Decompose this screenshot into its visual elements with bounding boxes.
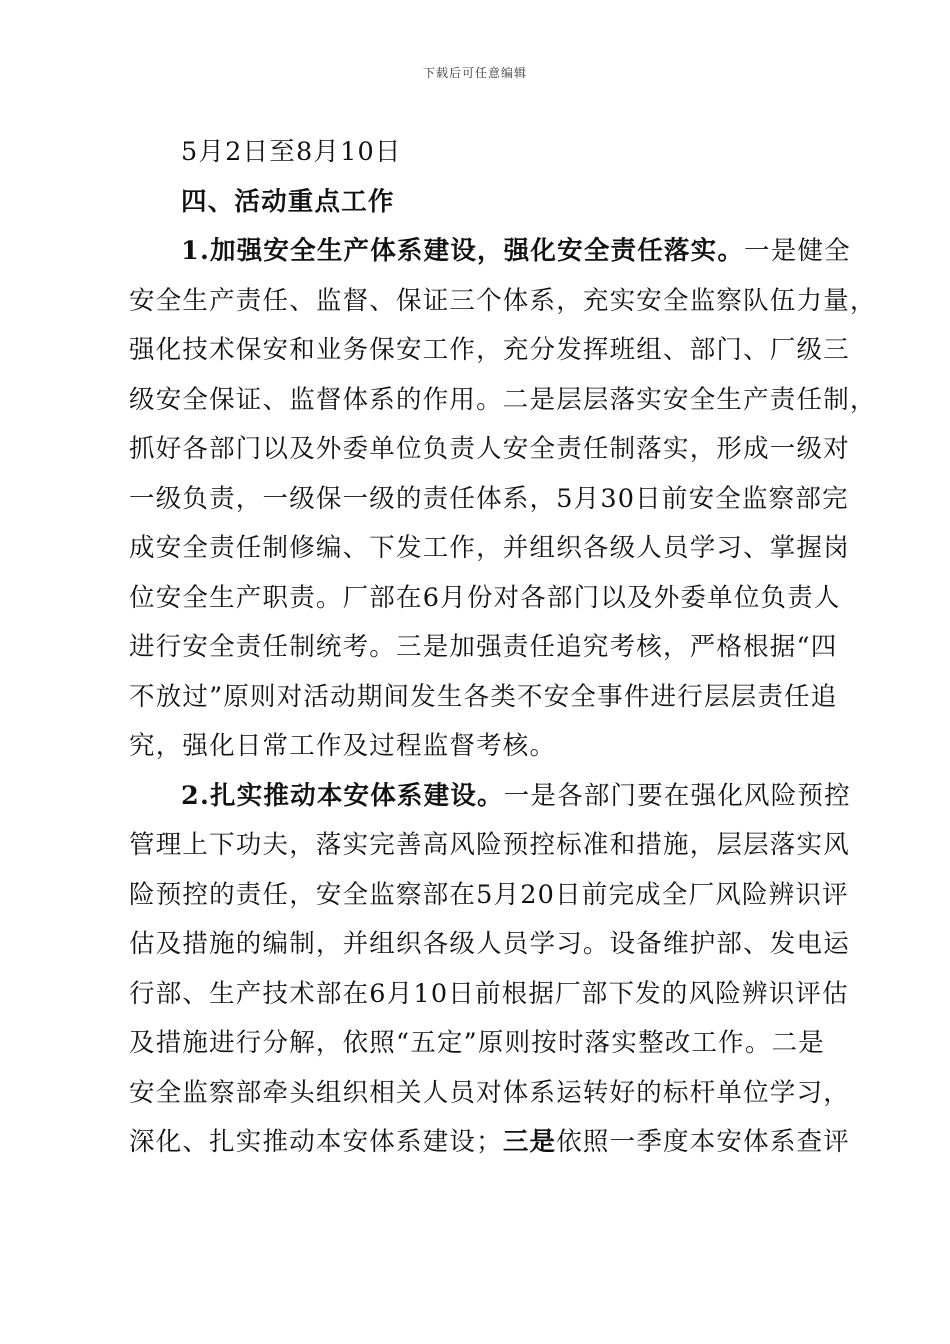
paragraph-2-line-8 [129, 1118, 850, 1168]
paragraph-2-line-4: 估及措施的编制，并组织各级人员学习。设备维护部、发电运 [129, 929, 850, 959]
paragraph-1-text: 一是健全 [744, 236, 851, 266]
paragraph-2-text: 一是各部门要在强化风险预控 [503, 780, 851, 811]
paragraph-2-line-8-text: 深化、扎实推动本安体系建设； [129, 1127, 503, 1157]
paragraph-2-title: 2.扎实推动本安体系建设。 [181, 780, 504, 811]
paragraph-2-line-1 [129, 772, 851, 822]
paragraph-1-line-3: 强化技术保安和业务保安工作，充分发挥班组、部门、厂级三 [129, 335, 850, 365]
paragraph-1-line-6: 一级负责，一级保一级的责任体系，5月30日前安全监察部完 [129, 483, 849, 514]
page-header: 下载后可任意编辑 [422, 66, 527, 80]
paragraph-2-line-2: 管理上下功夫，落实完善高风险预控标准和措施，层层落实风 [129, 830, 850, 860]
paragraph-1-line-9: 进行安全责任制统考。三是加强责任追究考核，严格根据“四 [129, 632, 838, 662]
paragraph-2-line-7: 安全监察部牵头组织相关人员对体系运转好的标杆单位学习， [129, 1077, 850, 1108]
paragraph-2-line-3: 险预控的责任，安全监察部在5月20日前完成全厂风险辨识评 [129, 879, 849, 910]
date-range-line: 5月2日至8月10日 [181, 137, 402, 167]
paragraph-1-line-10: 不放过”原则对活动期间发生各类不安全事件进行层层责任追 [129, 681, 838, 712]
paragraph-1-line-2: 安全生产责任、监督、保证三个体系，充实安全监察队伍力量， [129, 285, 877, 316]
paragraph-1-title: 1.加强安全生产体系建设，强化安全责任落实。 [181, 236, 745, 266]
paragraph-2-line-5: 行部、生产技术部在6月10日前根据厂部下发的风险辨识评估 [129, 978, 849, 1009]
section-heading: 四、活动重点工作 [181, 186, 395, 217]
paragraph-2-line-8-tail: 依照一季度本安体系查评 [556, 1127, 850, 1157]
paragraph-1-line-1 [129, 227, 851, 277]
paragraph-1-line-5: 抓好各部门以及外委单位负责人安全责任制落实，形成一级对 [129, 434, 850, 464]
paragraph-2-bold-third: 三是 [502, 1127, 557, 1157]
document-body [129, 128, 877, 1168]
paragraph-1-line-11: 究，强化日常工作及过程监督考核。 [129, 731, 557, 761]
paragraph-1-line-7: 成安全责任制修编、下发工作，并组织各级人员学习、掌握岗 [129, 533, 850, 563]
paragraph-1-line-8: 位安全生产职责。厂部在6月份对各部门以及外委单位负责人 [129, 582, 841, 613]
paragraph-1-line-4: 级安全保证、监督体系的作用。二是层层落实安全生产责任制， [129, 384, 877, 415]
paragraph-2-line-6: 及措施进行分解，依照“五定”原则按时落实整改工作。二是 [129, 1028, 825, 1058]
